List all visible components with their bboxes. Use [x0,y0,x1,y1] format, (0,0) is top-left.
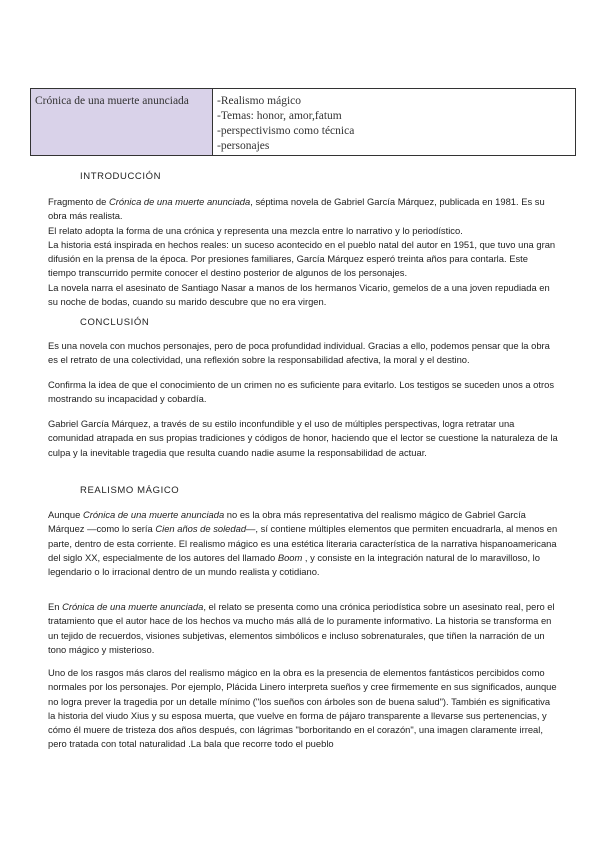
intro-paragraph-2: El relato adopta la forma de una crónica y representa una mezcla entre lo narrativo y lo periodístico. [48,224,463,236]
intro-heading: INTRODUCCIÓN [80,171,162,182]
realismo-paragraph-2: En Crónica de una muerte anunciada, el relato se presenta como una crónica periodística sobre un asesinato real, pero el tratamiento que el autor hace de los hechos va mucho más allá de lo puramente informativo. La historia se transforma en un tejido de recuerdos, visiones subjetivas, elementos simbólicos e incluso sobrenaturales, que tiñen la narración de un tono mágico y misterioso. [48,601,555,655]
realismo-paragraph-1: Aunque Crónica de una muerte anunciada no es la obra más representativa del realismo mágico de Gabriel García Márquez —como lo sería Cien años de soledad—, sí contiene múltiples elementos que permiten encuadrarla, al menos en parte, dentro de esta corriente. El realismo mágico es una estética literaria característica de la narrativa hispanoamericana del siglo XX, especialmente de los autores del llamado Boom , y consiste en la integración natural de lo maravilloso, lo legendario o lo irracional dentro de un mundo realista y cotidiano. [48,509,558,578]
topic-item: -Realismo mágico [217,95,301,107]
conclusion-paragraph-3: Gabriel García Márquez, a través de su estilo inconfundible y el uso de múltiples perspectivas, logra retratar una comunidad atrapada en sus propias tradiciones y códigos de honor, haciendo que el lector se cuestione la naturaleza de la culpa y la inevitable tragedia que resulta cuando nadie asume la responsabilidad de actuar. [48,418,558,458]
conclusion-paragraph-1: Es una novela con muchos personajes, pero de poca profundidad individual. Gracias a ello, podemos pensar que la obra es el retrato de una colectividad, una reflexión sobre la responsabilidad afectiva, la moral y el destino. [48,340,550,366]
header-topics [213,89,575,155]
intro-paragraph-4: La novela narra el asesinato de Santiago Nasar a manos de los hermanos Vicario, gemelos de a una joven repudiada en su noche de bodas, cuando su marido descubre que no era virgen. [48,281,550,308]
topic-item: -perspectivismo como técnica [217,125,355,137]
conclusion-heading: CONCLUSIÓN [80,317,150,328]
realismo-heading: REALISMO MÁGICO [80,485,180,496]
realismo-paragraph-3: Uno de los rasgos más claros del realismo mágico en la obra es la presencia de elementos fantásticos percibidos como normales por los personajes. Por ejemplo, Plácida Linero interpreta sueños y cree firmemente en sus significados, aunque no logra prever la tragedia por un detalle mínimo ("los sueños con árboles son de buena salud"). También es significativa la historia del viudo Xius y su esposa muerta, que vuelve en forma de pájaro transparente a llevarse sus pertenencias, y cómo él muere de tristeza dos años después, con lágrimas "borboritando en el corazón", una imagen claramente irreal, pero tratada con total naturalidad .La bala que recorre todo el pueblo [48,667,557,750]
header-title: Crónica de una muerte anunciada [31,89,213,155]
intro-section [48,195,558,309]
conclusion-paragraph-2: Confirma la idea de que el conocimiento de un crimen no es suficiente para evitarlo. Los testigos se suceden unos a otros mostrando su incapacidad y cobardía. [48,379,555,405]
header-table [30,88,576,156]
topic-item: -personajes [217,140,270,152]
intro-paragraph-1: Fragmento de Crónica de una muerte anunciada, séptima novela de Gabriel García Márquez, publicada en 1981. Es su obra más realista. [48,196,545,222]
topic-item: -Temas: honor, amor,fatum [217,110,342,122]
intro-paragraph-3: La historia está inspirada en hechos reales: un suceso acontecido en el pueblo natal del autor en 1951, que tuvo una gran difusión en la prensa de la época. Por presiones familiares, García Márquez esperó treinta años para contarla. Este tiempo transcurrido permite conocer el destino posterior de algunos de los personajes. [48,238,556,279]
